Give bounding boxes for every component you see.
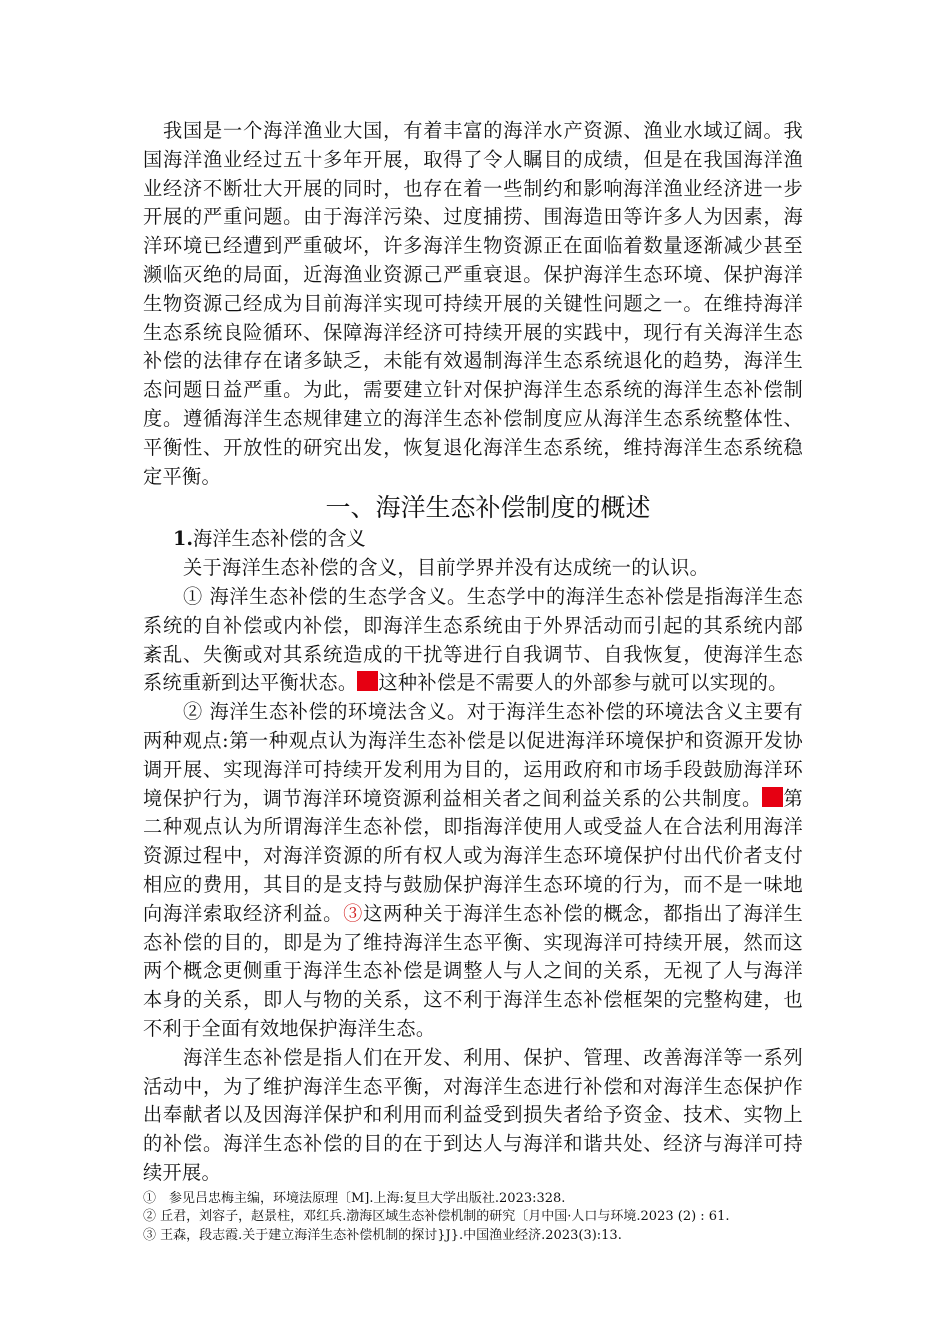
footnote-1: ① 参见吕忠梅主编，环境法原理〔M].上海:复旦大学出版社.2023:328. bbox=[143, 1190, 566, 1206]
footnote-2: ② 丘君，刘容子，赵景柱，邓红兵.渤海区域生态补偿机制的研究〔月中国·人口与环境.2023 (2) : 61. bbox=[143, 1209, 730, 1225]
paragraph-2-text-b: 这种补偿是不需要人的外部参与就可以实现的。 bbox=[378, 671, 788, 695]
footnotes bbox=[143, 1190, 803, 1246]
paragraph-4: 海洋生态补偿是指人们在开发、利用、保护、管理、改善海洋等一系列活动中，为了维护海洋生态平衡，对海洋生态进行补偿和对海洋生态保护作出奉献者以及因海洋保护和利用而利益受到损失者给予资金、技术、实物上的补偿。海洋生态补偿的目的在于到达人与海洋和谐共处、经济与海洋可持续开展。 bbox=[143, 1045, 803, 1184]
paragraph-3-text-a: ② 海洋生态补偿的环境法含义。对于海洋生态补偿的环境法含义主要有两种观点:第一种观点认为海洋生态补偿是以促进海洋环境保护和资源开发协调开展、实现海洋可持续开发利用为目的，运用政府和市场手段鼓励海洋环境保护行为，调节海洋环境资源利益相关者之间利益关系的公共制度。 bbox=[143, 700, 803, 810]
section-heading: 一、海洋生态补偿制度的概述 bbox=[325, 493, 651, 523]
paragraph-3 bbox=[143, 698, 803, 1044]
page-content bbox=[143, 117, 803, 1245]
paragraph-2-text-a: ① 海洋生态补偿的生态学含义。生态学中的海洋生态补偿是指海洋生态系统的自补偿或内补偿，即海洋生态系统由于外界活动而引起的其系统内部紊乱、失衡或对其系统造成的干扰等进行自我调节、自我恢复，使海洋生态系统重新到达平衡状态。 bbox=[143, 584, 803, 695]
intro-paragraph: 我国是一个海洋渔业大国，有着丰富的海洋水产资源、渔业水域辽阔。我国海洋渔业经过五十多年开展，取得了令人瞩目的成绩，但是在我国海洋渔业经济不断壮大开展的同时，也存在着一些制约和影响海洋渔业经济进一步开展的严重问题。由于海洋污染、过度捕捞、围海造田等许多人为因素，海洋环境已经遭到严重破坏，许多海洋生物资源正在面临着数量逐渐减少甚至濒临灭绝的局面，近海渔业资源己严重衰退。保护海洋生态环境、保护海洋生物资源己经成为目前海洋实现可持续开展的关键性问题之一。在维持海洋生态系统良险循环、保障海洋经济可持续开展的实践中，现行有关海洋生态补偿的法律存在诸多缺乏，未能有效遏制海洋生态系统退化的趋势，海洋生态问题日益严重。为此，需要建立针对保护海洋生态系统的海洋生态补偿制度。遵循海洋生态规律建立的海洋生态补偿制度应从海洋生态系统整体性、平衡性、开放性的研究出发，恢复退化海洋生态系统，维持海洋生态系统稳定平衡。 bbox=[143, 119, 803, 488]
subsection-heading bbox=[143, 525, 803, 554]
subsection-number: 1. bbox=[173, 527, 194, 551]
footnote-3: ③ 王森，段志霞.关于建立海洋生态补偿机制的探讨}J}.中国渔业经济.2023(3):13. bbox=[143, 1227, 622, 1243]
paragraph-1: 关于海洋生态补偿的含义，目前学界并没有达成统一的认识。 bbox=[183, 556, 710, 580]
red-marker-1 bbox=[357, 671, 378, 691]
red-marker-2 bbox=[762, 787, 783, 807]
footnote-ref-3[interactable]: ③ bbox=[343, 901, 364, 925]
subsection-title: 海洋生态补偿的含义 bbox=[193, 527, 366, 551]
paragraph-3-text-b: 第二种观点认为所谓海洋生态补偿，即指海洋使用人或受益人在合法利用海洋资源过程中，对海洋资源的所有权人或为海洋生态环境保护付出代价者支付相应的费用，其目的是支持与鼓励保护海洋生态环境的行为，而不是一味地向海洋索取经济利益。 bbox=[143, 786, 803, 925]
paragraph-3-text-d: 这两种关于海洋生态补偿的概念，都指出了海洋生态补偿的目的，即是为了维持海洋生态平衡、实现海洋可持续开展，然而这两个概念更侧重于海洋生态补偿是调整人与人之间的关系，无视了人与海洋本身的关系，即人与物的关系，这不利于海洋生态补偿框架的完整构建，也不利于全面有效地保护海洋生态。 bbox=[143, 901, 803, 1040]
paragraph-2 bbox=[143, 583, 803, 698]
